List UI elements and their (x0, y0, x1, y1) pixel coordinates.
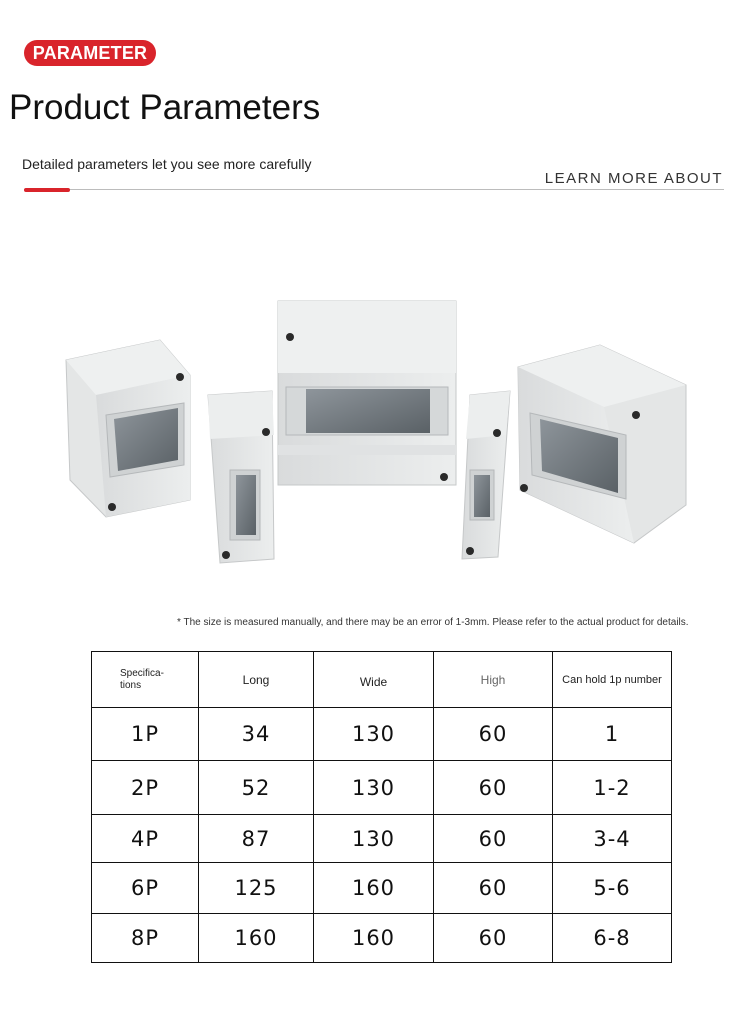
divider-accent (24, 188, 70, 192)
cell-high: 60 (434, 815, 553, 863)
cell-high: 60 (434, 761, 553, 815)
parameter-badge: PARAMETER (24, 40, 156, 66)
enclosure-2p (208, 391, 274, 563)
table-row (92, 914, 672, 963)
header-long: Long (199, 652, 314, 708)
cell-wide: 130 (314, 815, 434, 863)
table-header-row (92, 652, 672, 708)
cell-spec: 2P (92, 761, 199, 815)
cell-long: 160 (199, 914, 314, 963)
header-wide: Wide (314, 652, 434, 708)
product-photo (60, 295, 690, 575)
cell-spec: 6P (92, 863, 199, 914)
header-high: High (434, 652, 553, 708)
cell-long: 52 (199, 761, 314, 815)
cell-high: 60 (434, 863, 553, 914)
cell-spec: 4P (92, 815, 199, 863)
cell-hold: 1-2 (553, 761, 672, 815)
header-specifications: Specifica- tions (92, 652, 199, 708)
page-title: Product Parameters (9, 88, 321, 127)
enclosure-4p (66, 340, 190, 517)
cell-high: 60 (434, 708, 553, 761)
header-divider (24, 189, 724, 190)
cell-spec: 1P (92, 708, 199, 761)
cell-wide: 160 (314, 914, 434, 963)
cell-high: 60 (434, 914, 553, 963)
enclosure-8p (278, 301, 456, 485)
table-row (92, 761, 672, 815)
spec-table (91, 651, 672, 963)
cell-long: 34 (199, 708, 314, 761)
enclosure-6p (518, 345, 686, 543)
cell-wide: 130 (314, 761, 434, 815)
cell-spec: 8P (92, 914, 199, 963)
cell-long: 87 (199, 815, 314, 863)
cell-hold: 1 (553, 708, 672, 761)
enclosure-1p (462, 391, 510, 559)
cell-hold: 5-6 (553, 863, 672, 914)
header-hold-number: Can hold 1p number (553, 652, 672, 708)
cell-hold: 3-4 (553, 815, 672, 863)
table-row (92, 815, 672, 863)
learn-more-link[interactable]: LEARN MORE ABOUT (544, 170, 723, 187)
cell-wide: 130 (314, 708, 434, 761)
measurement-note: * The size is measured manually, and there may be an error of 1-3mm. Please refer to the actual product for details. (177, 617, 689, 628)
table-row (92, 863, 672, 914)
cell-wide: 160 (314, 863, 434, 914)
table-row (92, 708, 672, 761)
page-subtitle: Detailed parameters let you see more carefully (22, 156, 312, 172)
cell-hold: 6-8 (553, 914, 672, 963)
cell-long: 125 (199, 863, 314, 914)
